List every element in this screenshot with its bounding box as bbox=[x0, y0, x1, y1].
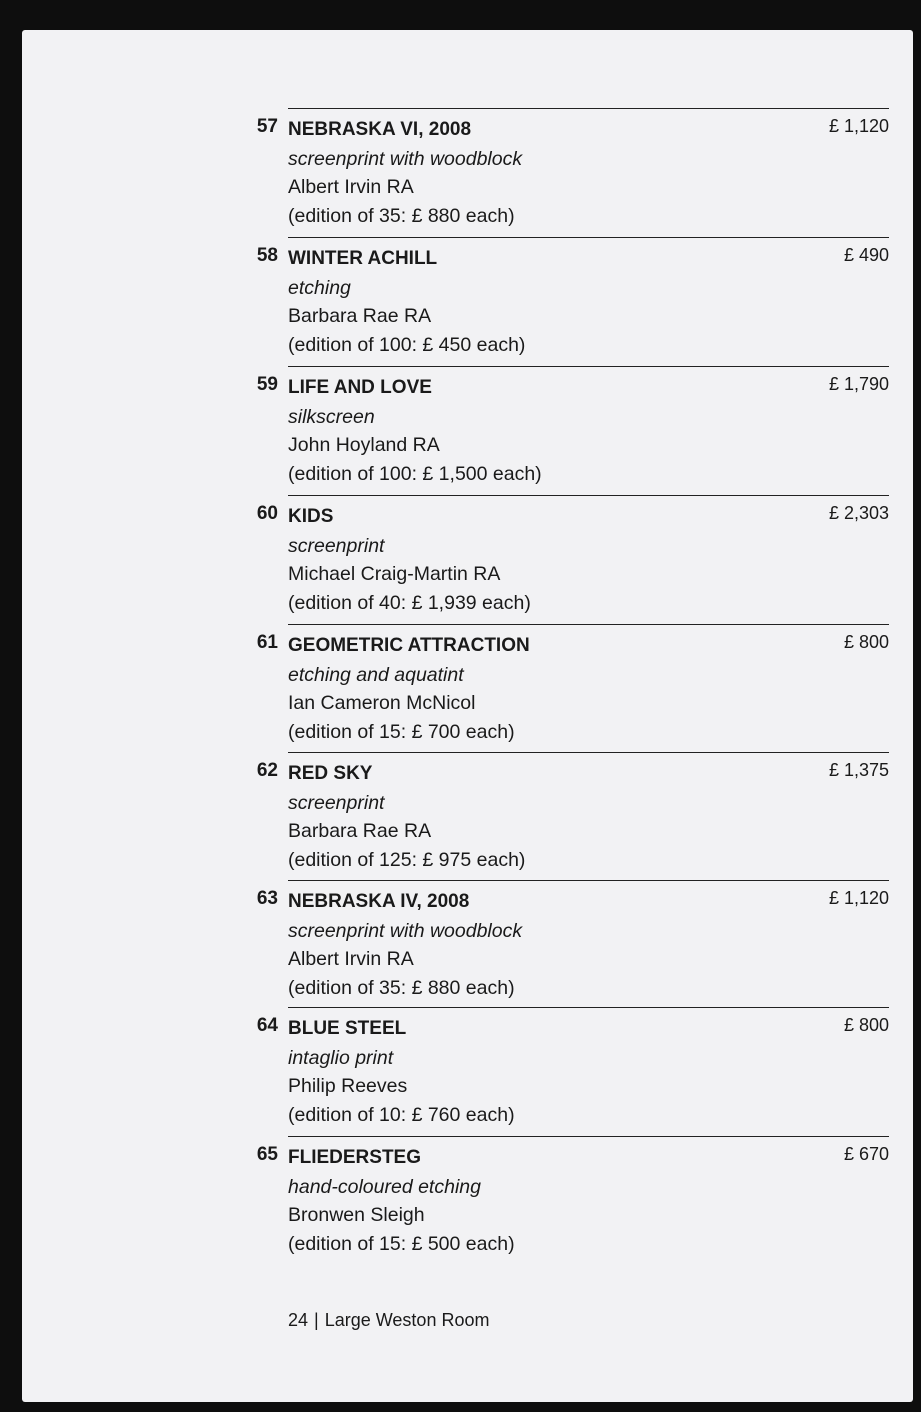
entry-edition: (edition of 40: £ 1,939 each) bbox=[288, 591, 531, 614]
catalogue-page bbox=[22, 30, 913, 1402]
artwork-entry bbox=[22, 237, 913, 359]
entry-price: £ 1,375 bbox=[828, 760, 889, 780]
artwork-entry bbox=[22, 752, 913, 874]
entry-title: LIFE AND LOVE bbox=[288, 377, 432, 398]
entry-divider bbox=[288, 880, 889, 881]
entry-price: £ 670 bbox=[843, 1144, 889, 1164]
entry-number: 62 bbox=[256, 760, 278, 781]
entry-title: RED SKY bbox=[288, 763, 373, 784]
entry-price: £ 1,120 bbox=[828, 888, 889, 908]
entry-price: £ 490 bbox=[843, 245, 889, 265]
artwork-entry bbox=[22, 1007, 913, 1129]
entry-number: 58 bbox=[256, 245, 278, 266]
entry-artist: Ian Cameron McNicol bbox=[288, 692, 476, 714]
entry-number: 63 bbox=[256, 888, 278, 909]
entry-price: £ 800 bbox=[843, 1015, 889, 1035]
entry-divider bbox=[288, 1007, 889, 1008]
entry-divider bbox=[288, 752, 889, 753]
artwork-entry bbox=[22, 624, 913, 746]
entry-divider bbox=[288, 1136, 889, 1137]
entry-title: NEBRASKA IV, 2008 bbox=[288, 891, 470, 912]
entry-medium: hand-coloured etching bbox=[288, 1175, 481, 1198]
entry-medium: screenprint bbox=[288, 534, 385, 557]
entry-medium: etching and aquatint bbox=[288, 663, 464, 686]
artwork-entry bbox=[22, 495, 913, 617]
entry-divider bbox=[288, 237, 889, 238]
entry-edition: (edition of 35: £ 880 each) bbox=[288, 976, 515, 999]
entry-medium: screenprint bbox=[288, 791, 385, 814]
artwork-entry bbox=[22, 366, 913, 488]
entry-number: 60 bbox=[256, 503, 278, 524]
entry-edition: (edition of 15: £ 700 each) bbox=[288, 720, 515, 743]
entry-title: NEBRASKA VI, 2008 bbox=[288, 119, 472, 140]
entry-divider bbox=[288, 108, 889, 109]
entry-medium: silkscreen bbox=[288, 405, 375, 428]
entry-price: £ 2,303 bbox=[828, 503, 889, 523]
entry-title: GEOMETRIC ATTRACTION bbox=[288, 635, 530, 656]
entry-divider bbox=[288, 624, 889, 625]
page-footer bbox=[288, 1310, 489, 1331]
entry-artist: Barbara Rae RA bbox=[288, 305, 432, 327]
entry-title: KIDS bbox=[288, 506, 334, 527]
entry-number: 57 bbox=[256, 116, 278, 137]
entry-artist: Bronwen Sleigh bbox=[288, 1204, 425, 1226]
section-name: Large Weston Room bbox=[324, 1310, 490, 1330]
artwork-entry bbox=[22, 108, 913, 230]
entry-edition: (edition of 100: £ 1,500 each) bbox=[288, 462, 542, 485]
entry-edition: (edition of 100: £ 450 each) bbox=[288, 333, 526, 356]
entry-edition: (edition of 125: £ 975 each) bbox=[288, 848, 526, 871]
entry-title: FLIEDERSTEG bbox=[288, 1147, 422, 1168]
entry-medium: etching bbox=[288, 276, 351, 299]
entry-divider bbox=[288, 366, 889, 367]
entry-divider bbox=[288, 495, 889, 496]
page-number: 24 bbox=[288, 1310, 309, 1330]
entry-artist: Michael Craig-Martin RA bbox=[288, 563, 501, 585]
entry-medium: intaglio print bbox=[288, 1046, 394, 1069]
entry-number: 61 bbox=[256, 632, 278, 653]
entry-price: £ 800 bbox=[843, 632, 889, 652]
entry-price: £ 1,790 bbox=[828, 374, 889, 394]
entry-number: 59 bbox=[256, 374, 278, 395]
entry-title: WINTER ACHILL bbox=[288, 248, 438, 269]
entry-edition: (edition of 15: £ 500 each) bbox=[288, 1232, 515, 1255]
entry-medium: screenprint with woodblock bbox=[288, 147, 523, 170]
entry-artist: Albert Irvin RA bbox=[288, 176, 414, 198]
entry-edition: (edition of 35: £ 880 each) bbox=[288, 204, 515, 227]
entry-artist: John Hoyland RA bbox=[288, 434, 440, 456]
entry-medium: screenprint with woodblock bbox=[288, 919, 523, 942]
entry-artist: Barbara Rae RA bbox=[288, 820, 432, 842]
entry-number: 64 bbox=[256, 1015, 278, 1036]
artwork-entry bbox=[22, 1136, 913, 1258]
entry-title: BLUE STEEL bbox=[288, 1018, 407, 1039]
entry-edition: (edition of 10: £ 760 each) bbox=[288, 1103, 515, 1126]
entry-number: 65 bbox=[256, 1144, 278, 1165]
artwork-entry bbox=[22, 880, 913, 1002]
entry-price: £ 1,120 bbox=[828, 116, 889, 136]
footer-separator: | bbox=[314, 1310, 319, 1330]
entry-artist: Albert Irvin RA bbox=[288, 948, 414, 970]
entry-artist: Philip Reeves bbox=[288, 1075, 408, 1097]
